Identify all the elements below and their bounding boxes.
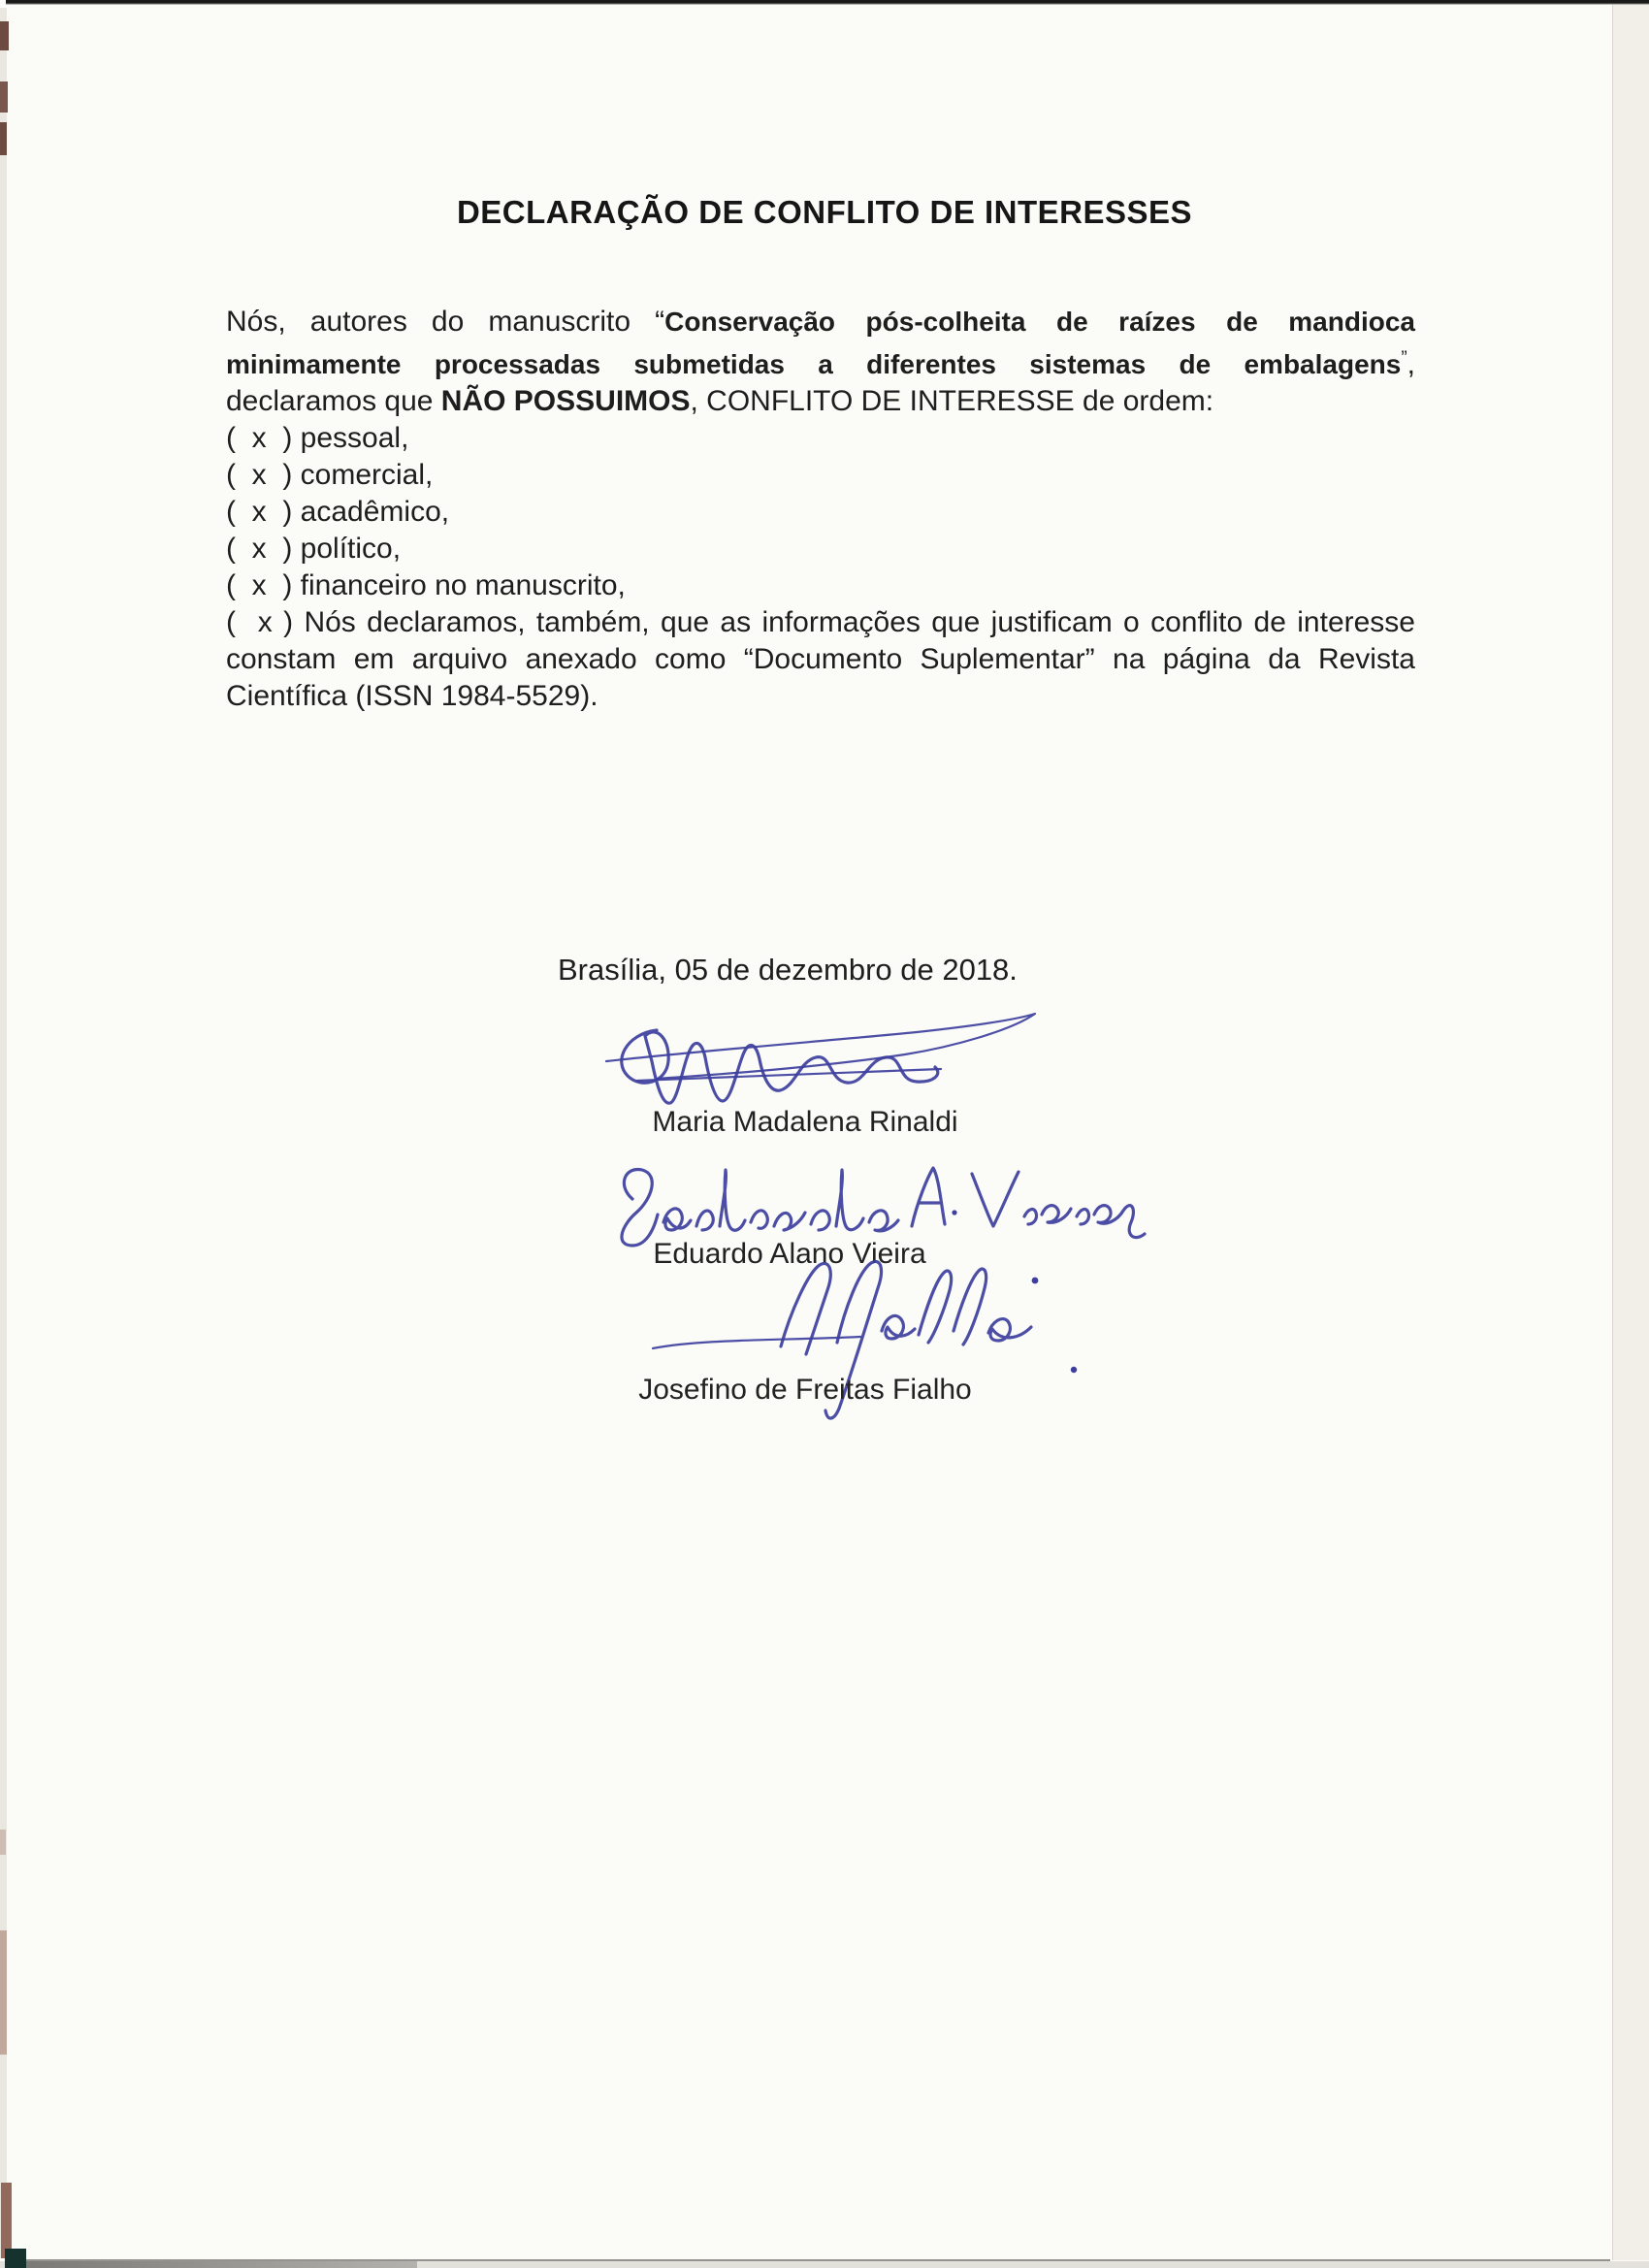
signatory-name: Eduardo Alano Vieira: [653, 1238, 926, 1270]
scanner-mark: [0, 1830, 6, 1855]
intro-paragraph: [226, 304, 1415, 420]
checkbox-mark: ( x ): [226, 496, 293, 528]
date-line: Brasília, 05 de dezembro de 2018.: [558, 953, 1018, 987]
checklist-item-final: [226, 604, 1415, 715]
closing-quote: ”: [1401, 348, 1407, 369]
document-title: DECLARAÇÃO DE CONFLITO DE INTERESSES: [456, 194, 1193, 230]
declaration-emphasis: NÃO POSSUIMOS: [440, 385, 691, 417]
checklist-item: [226, 531, 1415, 567]
checklist-final-text: Nós declaramos, também, que as informações que justificam o conflito de interesse constam em arquivo anexado como “Documento Suplementar” na página da Revista Científica (ISSN 1984-5529).: [226, 606, 1415, 712]
intro-middle: , declaramos que: [226, 348, 1415, 417]
manuscript-title: Conservação pós-colheita de raízes de mandioca minimamente processadas submetidas a diferentes sistemas de embalagens: [226, 307, 1415, 379]
scanner-bed-right: [1612, 5, 1649, 2260]
checklist-item: [226, 567, 1415, 604]
checklist-item-label: financeiro no manuscrito,: [300, 569, 626, 601]
scanner-mark: [0, 81, 8, 113]
checklist-item-label: político,: [300, 533, 402, 565]
checkbox-mark: ( x ): [226, 533, 293, 565]
intro-suffix: , CONFLITO DE INTERESSE de ordem:: [690, 385, 1214, 417]
checkbox-mark: ( x ): [226, 422, 293, 454]
checkbox-mark: ( x ): [226, 459, 293, 491]
scanner-mark: [0, 21, 9, 50]
signatory-name: Maria Madalena Rinaldi: [652, 1106, 958, 1138]
scanner-edge-bottom-dark: [17, 2261, 417, 2268]
intro-prefix: Nós, autores do manuscrito: [226, 306, 656, 338]
scanner-mark: [0, 1930, 7, 2055]
checklist-item-label: pessoal,: [300, 422, 409, 454]
opening-quote: “: [655, 306, 665, 338]
signature-maria-madalena-rinaldi: [597, 1001, 1052, 1110]
checklist-item-label: comercial,: [300, 459, 434, 491]
checkbox-mark: ( x ): [226, 569, 293, 601]
checklist-item: [226, 457, 1415, 494]
scanner-edge-left: [0, 8, 7, 2258]
checkbox-mark: ( x ): [226, 606, 294, 638]
document-body: [226, 304, 1415, 715]
checklist-item-label: acadêmico,: [300, 496, 450, 528]
signatory-name: Josefino de Freitas Fialho: [638, 1374, 972, 1406]
scanner-corner-mark: [5, 2249, 26, 2268]
checklist-item: [226, 420, 1415, 457]
scanner-mark: [0, 122, 7, 155]
scanner-edge-top: [6, 0, 1649, 5]
scanner-mark: [1, 2183, 12, 2258]
checklist-item: [226, 494, 1415, 531]
